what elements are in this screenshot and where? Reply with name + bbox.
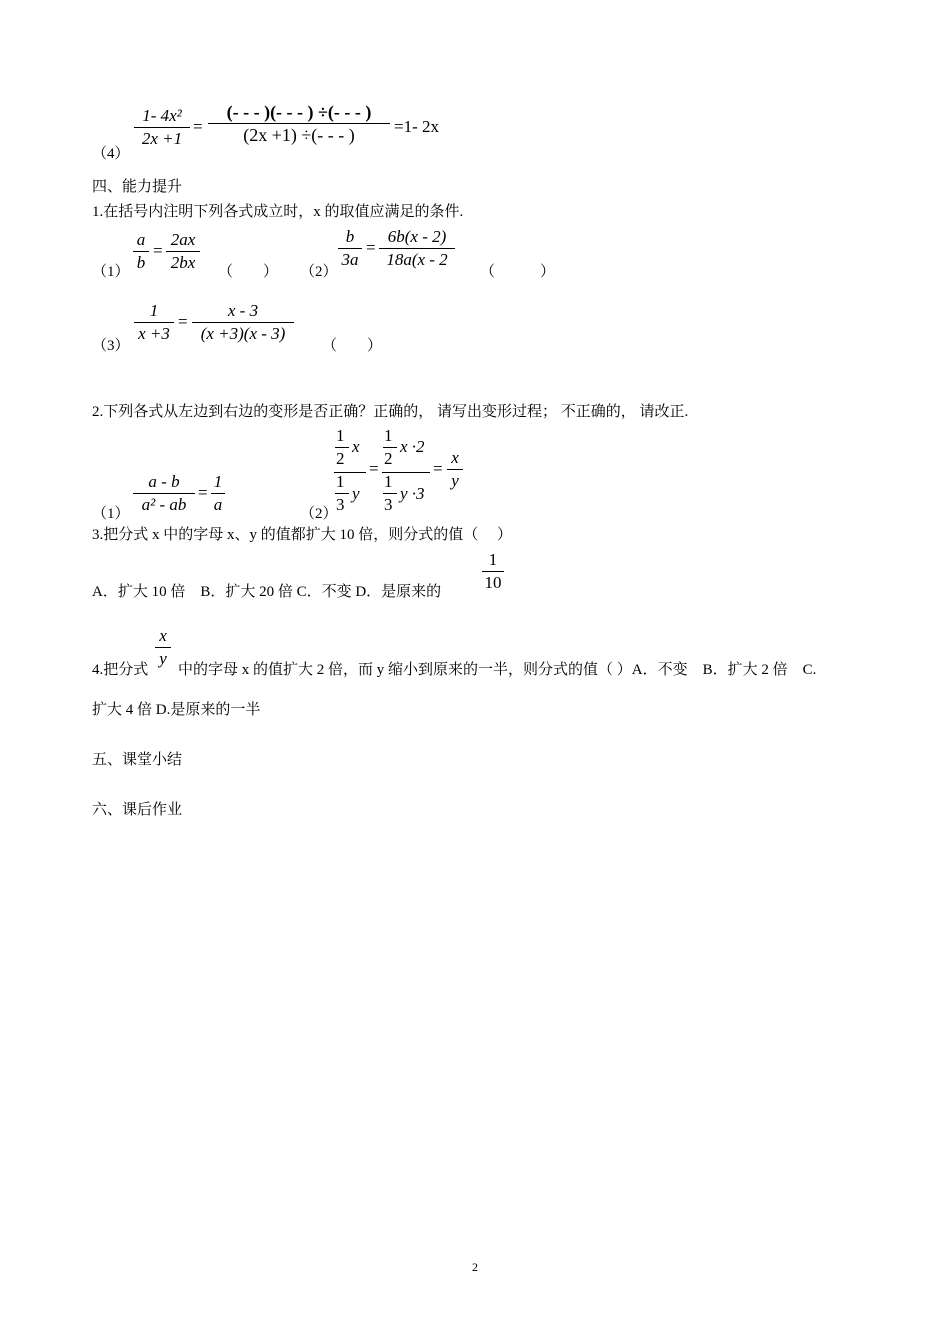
q2-p2-n2: 1 [384,426,393,445]
q2-p2-equals-2: = [433,459,443,478]
q4-text-b: 中的字母 x 的值扩大 2 倍，而 y 缩小到原来的一半，则分式的值（ ）A．不变 B．扩大 2 倍 C. [178,662,817,678]
q4-fraction [155,626,171,669]
item4-equals: = [193,117,203,136]
q3-frac-num: 1 [488,550,498,569]
q4-text-c: 扩大 4 倍 D.是原来的一半 [92,702,261,718]
q1-text: 1.在括号内注明下列各式成立时，x 的取值应满足的条件. [92,204,464,220]
q1-p1-rhs-den: 2bx [170,253,196,272]
item4-mid-fraction [208,102,390,145]
q2-p1-label: （1） [92,506,130,522]
q4-frac-num: x [159,626,167,645]
q4-frac-den: y [159,649,167,668]
q1-p1-lhs-den: b [136,253,146,272]
item4-lhs-numerator: 1- 4x² [142,106,182,125]
section5-heading: 五、课堂小结 [92,752,183,768]
item4-mid-denominator: (2x +1) ÷(- - - ) [243,125,355,145]
q1-p1-rhs [166,230,200,273]
q2-p2-d1: 1 [336,472,345,491]
q3-options: A．扩大 10 倍 B．扩大 20 倍 C．不变 D．是原来的 [92,584,442,600]
q1-p3-paren: （ ） [322,338,383,354]
q2-p1-equals: = [198,483,208,502]
q2-p2-d2: 1 [384,472,393,491]
q2-p1-lhs [133,472,195,515]
q2-p2-n1: 1 [336,426,345,445]
q1-p3-rhs-den: (x +3)(x - 3) [200,324,286,343]
q1-p3-rhs-num: x - 3 [227,301,259,320]
q1-p1-paren: （ ） [218,264,279,280]
item4-label: （4） [92,146,130,162]
q2-p2-d1b: 3 [336,495,345,514]
q1-p2-rhs [379,227,455,270]
q1-p1-lhs [133,230,149,273]
q1-p2-lhs-num: b [345,227,355,246]
item4-lhs-denominator: 2x +1 [141,129,183,148]
q1-p1-rhs-num: 2ax [170,230,196,249]
q1-p2-lhs-den: 3a [341,250,359,269]
q1-p2-paren: （ ） [480,264,556,280]
q2-p1-rhs [211,472,225,515]
q1-p2-equals: = [366,238,376,257]
section4-heading: 四、能力提升 [92,179,183,195]
q2-p2-rhs [447,448,463,491]
q1-p1-equals: = [153,241,163,260]
q1-p1-lhs-num: a [136,230,146,249]
q2-p2-equals-1: = [369,459,379,478]
q1-p1-label: （1） [92,264,130,280]
q4-text-a: 4.把分式 [92,662,149,678]
q1-p2-lhs [338,227,362,270]
q1-p3-label: （3） [92,338,130,354]
item4-mid-numerator: (- - - )(- - - ) ÷(- - - ) [226,102,372,122]
q2-p2-x: x [352,437,360,456]
item4-lhs-fraction [134,106,190,149]
q2-p2-x2: x ·2 [400,437,425,456]
q2-p1-lhs-num: a - b [148,472,180,491]
q2-p1-rhs-num: 1 [213,472,223,491]
q2-p2-rhs-den: y [451,471,459,490]
q3-option-d-fraction [482,550,504,593]
q2-p2-y: y [352,484,360,503]
q2-p1-rhs-den: a [213,495,223,514]
q1-p2-label: （2） [300,264,338,280]
q2-text: 2.下列各式从左边到右边的变形是否正确？正确的， 请写出变形过程； 不正确的， 请改正. [92,404,689,420]
q2-p2-n2b: 2 [384,449,393,468]
q2-p2-n1b: 2 [336,449,345,468]
q1-p3-equals: = [178,312,188,331]
q1-p3-lhs [134,301,174,344]
q3-frac-den: 10 [484,573,502,592]
q2-p1-lhs-den: a² - ab [141,495,187,514]
q3-text: 3.把分式 x 中的字母 x、y 的值都扩大 10 倍，则分式的值（ ） [92,527,513,543]
q1-p3-lhs-num: 1 [149,301,159,320]
q2-p2-d2b: 3 [384,495,393,514]
q2-p2-rhs-num: x [451,448,459,467]
q1-p2-rhs-den: 18a(x - 2 [386,250,448,269]
q2-p2-y3: y ·3 [400,484,425,503]
section6-heading: 六、课后作业 [92,802,183,818]
page-number: 2 [472,1260,478,1274]
q2-p2-label: （2） [300,506,338,522]
q1-p3-rhs [192,301,294,344]
item4-rhs: =1- 2x [394,117,439,136]
q1-p3-lhs-den: x +3 [138,324,170,343]
q1-p2-rhs-num: 6b(x - 2) [387,227,447,246]
